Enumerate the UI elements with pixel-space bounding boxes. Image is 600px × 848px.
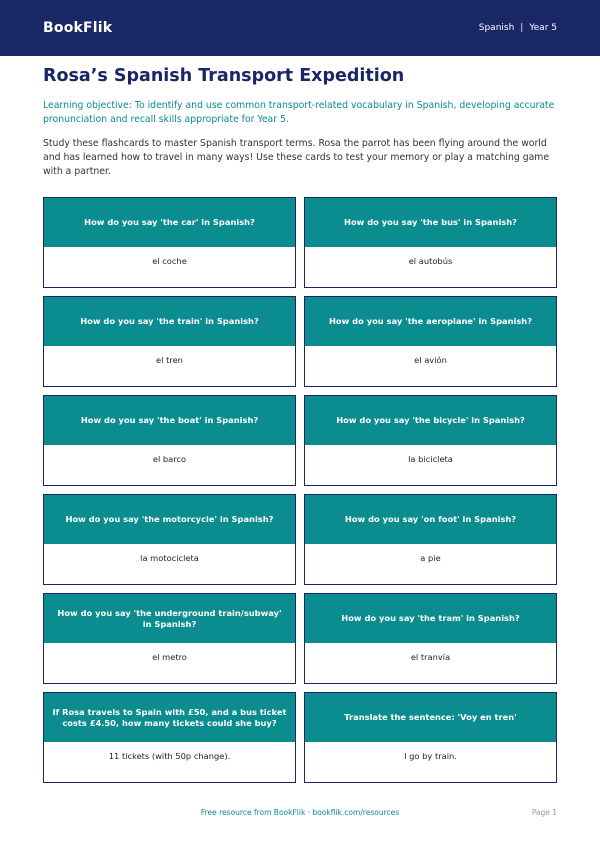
meta-separator: | <box>520 23 524 33</box>
page-header <box>0 0 600 56</box>
flashcard-question: How do you say 'the tram' in Spanish? <box>305 594 556 643</box>
flashcard[interactable] <box>304 593 557 684</box>
page-number: Page 1 <box>531 808 557 817</box>
intro-paragraph: Study these flashcards to master Spanish transport terms. Rosa the parrot has been flying around the world and has learned how to travel in many ways! Use these cards to test your memory or play a matching game with a partner. <box>43 138 550 177</box>
flashcard[interactable] <box>304 296 557 387</box>
flashcard[interactable] <box>304 692 557 783</box>
flashcard-answer: I go by train. <box>305 742 556 782</box>
flashcard-question: How do you say 'the motorcycle' in Spanish? <box>44 495 295 544</box>
flashcard-question: How do you say 'the bus' in Spanish? <box>305 198 556 247</box>
flashcard-answer: el avión <box>305 346 556 386</box>
year-label: Year 5 <box>529 23 557 33</box>
flashcard-question: If Rosa travels to Spain with £50, and a bus ticket costs £4.50, how many tickets could she buy? <box>44 693 295 742</box>
flashcard-question: Translate the sentence: 'Voy en tren' <box>305 693 556 742</box>
flashcard-answer: a pie <box>305 544 556 584</box>
flashcard[interactable] <box>304 494 557 585</box>
flashcard[interactable] <box>43 395 296 486</box>
flashcard-answer: el autobús <box>305 247 556 287</box>
flashcard-answer: el coche <box>44 247 295 287</box>
header-meta <box>479 23 557 33</box>
flashcard[interactable] <box>43 494 296 585</box>
flashcard[interactable] <box>43 593 296 684</box>
page-title: Rosa’s Spanish Transport Expedition <box>43 66 405 86</box>
flashcard-question: How do you say 'the car' in Spanish? <box>44 198 295 247</box>
flashcard-grid <box>43 197 557 783</box>
subject-label: Spanish <box>478 23 515 33</box>
flashcard-answer: el metro <box>44 643 295 683</box>
footer-credit: Free resource from BookFlik · bookflik.com/resources <box>200 808 400 817</box>
flashcard-question: How do you say 'the bicycle' in Spanish? <box>305 396 556 445</box>
flashcard[interactable] <box>43 692 296 783</box>
flashcard-answer: la motocicleta <box>44 544 295 584</box>
flashcard[interactable] <box>304 197 557 288</box>
flashcard-question: How do you say 'on foot' in Spanish? <box>305 495 556 544</box>
flashcard-question: How do you say 'the train' in Spanish? <box>44 297 295 346</box>
flashcard[interactable] <box>43 296 296 387</box>
flashcard-question: How do you say 'the boat' in Spanish? <box>44 396 295 445</box>
flashcard-question: How do you say 'the underground train/subway' in Spanish? <box>44 594 295 643</box>
flashcard-answer: el tren <box>44 346 295 386</box>
learning-objective: Learning objective: To identify and use common transport-related vocabulary in Spanish, developing accurate pronunciation and recall skills appropriate for Year 5. <box>43 100 555 125</box>
flashcard-answer: la bicicleta <box>305 445 556 485</box>
flashcard-answer: el barco <box>44 445 295 485</box>
flashcard[interactable] <box>43 197 296 288</box>
flashcard-answer: 11 tickets (with 50p change). <box>44 742 295 782</box>
flashcard[interactable] <box>304 395 557 486</box>
brand-logo-text: BookFlik <box>43 20 113 36</box>
flashcard-answer: el tranvía <box>305 643 556 683</box>
flashcard-question: How do you say 'the aeroplane' in Spanish? <box>305 297 556 346</box>
